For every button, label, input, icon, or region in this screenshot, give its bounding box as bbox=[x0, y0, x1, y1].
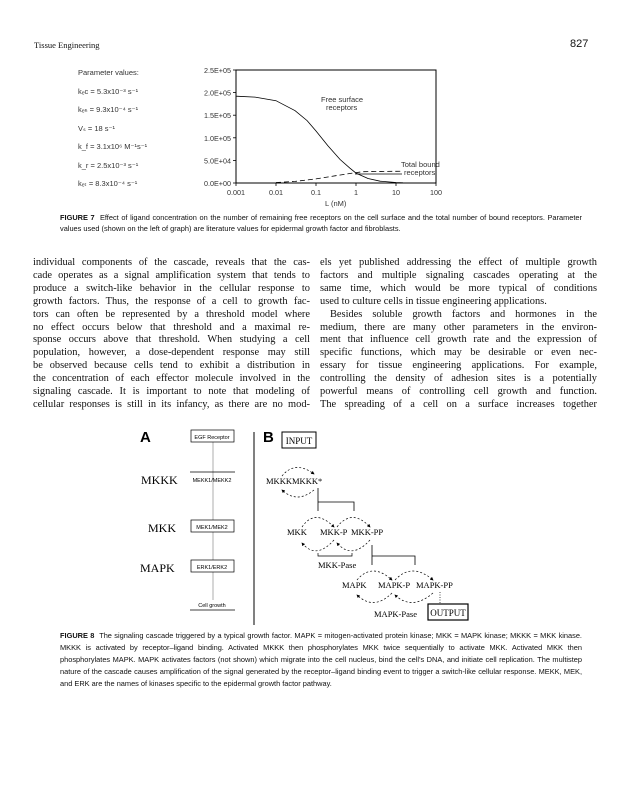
level-mkkk: MKKK bbox=[141, 473, 178, 487]
series-label-free-1: Free surface bbox=[321, 95, 364, 104]
node-mkk-p: MKK-P bbox=[320, 527, 348, 537]
x-tick-label: 1 bbox=[354, 188, 358, 197]
x-tick-label: 0.01 bbox=[269, 188, 283, 197]
text-line: produce a switch-like behavior in the cellular response to bbox=[33, 282, 310, 294]
param: Vₛ = 18 s⁻¹ bbox=[78, 123, 115, 133]
node-mkk: MKK bbox=[287, 527, 307, 537]
caption-label: FIGURE 8 bbox=[60, 631, 95, 640]
param: k_r = 2.5x10⁻³ s⁻¹ bbox=[78, 160, 139, 170]
x-axis-label: L (nM) bbox=[325, 199, 347, 208]
param: kₑₕ = 9.3x10⁻⁴ s⁻¹ bbox=[78, 105, 139, 114]
y-tick-label: 1.5E+05 bbox=[204, 111, 231, 121]
cell-growth-label: Cell growth bbox=[198, 603, 226, 609]
text-line: factors and multiple signaling cascades operating at the bbox=[320, 269, 597, 281]
figure8-caption bbox=[60, 630, 582, 690]
node-mapk-pase: MAPK-Pase bbox=[374, 609, 417, 619]
text-line: ment that influence cell growth rate and the expression of bbox=[320, 334, 597, 346]
text-line: signaling cascade. It is important to note that modeling of bbox=[33, 386, 310, 398]
y-tick-label: 1.0E+05 bbox=[204, 133, 231, 143]
y-tick-label: 2.0E+05 bbox=[204, 88, 231, 98]
box-label: ERK1/ERK2 bbox=[196, 565, 228, 571]
box-label: MEKK1/MEKK2 bbox=[192, 478, 232, 484]
box-label: MEK1/MEK2 bbox=[196, 525, 228, 531]
text-line: sponse occurs above that threshold. When studying a cell bbox=[33, 334, 310, 346]
x-tick-label: 10 bbox=[392, 188, 400, 197]
params-title: Parameter values: bbox=[78, 68, 139, 77]
text-line: specific functions, which may be desirable or even nec- bbox=[320, 347, 597, 359]
text-line: population, however, a dose-dependent response may still bbox=[33, 347, 310, 359]
text-line: used to culture cells in tissue engineering applications. bbox=[320, 295, 547, 307]
text-line: powerful means of controlling cell growth and function. bbox=[320, 386, 597, 398]
caption-text: The signaling cascade triggered by a typical growth factor. MAPK = mitogen-activated protein kinase; MKK = MAPK kinase; MKKK = MKK kinase. MKKK is activated by receptor–ligand binding. Activated MKKK then phosphorylates MKK twice sequentially to activate MKK. Activated MKK then phosphorylates MAPK. MAPK activates factors (not shown) which migrate into the cell nucleus, bind the cell's DNA, and initiate cell replication. The multistep nature of the cascade causes amplification of the signal generated by the receptor–ligand binding event to trigger a switch-like cellular response. MEKK, MEK, and ERK are the names of kinases specific to the epidermal growth factor pathway. bbox=[60, 631, 582, 688]
page-number: 827 bbox=[570, 38, 589, 50]
x-tick-label: 0.1 bbox=[311, 188, 321, 197]
y-tick-label: 2.5E+05 bbox=[204, 66, 231, 75]
text-line: individual components of the cascade, reveals that the cas- bbox=[33, 257, 310, 268]
text-line: cade operates as a signal amplification system that tends to bbox=[33, 269, 310, 281]
text-line: tors can often be represented by a threshold model where bbox=[33, 308, 310, 320]
y-tick-label: 5.0E+04 bbox=[204, 156, 231, 166]
param: kₑₜ = 8.3x10⁻⁴ s⁻¹ bbox=[78, 179, 138, 188]
node-mkk-pp: MKK-PP bbox=[351, 527, 384, 537]
box-label: EGF Receptor bbox=[194, 435, 230, 441]
level-mapk: MAPK bbox=[140, 561, 175, 575]
output-label: OUTPUT bbox=[430, 608, 466, 618]
text-line: essary for tissue engineering applications. For example, bbox=[320, 360, 597, 372]
node-mapk: MAPK bbox=[342, 580, 367, 590]
y-tick-label: 0.0E+00 bbox=[204, 179, 231, 188]
series-label-free-2: receptors bbox=[326, 103, 358, 112]
series-label-bound-1: Total bound bbox=[401, 160, 440, 169]
node-mkkk: MKKK bbox=[266, 476, 292, 486]
level-mkk: MKK bbox=[148, 521, 177, 535]
node-mapk-p: MAPK-P bbox=[378, 580, 411, 590]
text-line: els yet published addressing the effect of multiple growth bbox=[320, 257, 597, 268]
text-line: growth factors. Thus, the response of a cell to growth fac- bbox=[33, 295, 310, 307]
node-mapk-pp: MAPK-PP bbox=[416, 580, 453, 590]
text-line: cellular responses is still in its infancy, as there are no mod- bbox=[33, 398, 310, 410]
panel-a-label: A bbox=[140, 429, 151, 446]
input-label: INPUT bbox=[285, 436, 313, 446]
text-line: medium, there are many other parameters in the environ- bbox=[320, 321, 597, 333]
node-mkkk-star: MKKK* bbox=[292, 476, 323, 486]
text-line: Besides soluble growth factors and hormones in the bbox=[330, 308, 597, 320]
x-tick-label: 0.001 bbox=[227, 188, 245, 197]
text-line: no effect occurs below that threshold and a maximal re- bbox=[33, 321, 310, 333]
param: kₑc = 5.3x10⁻³ s⁻¹ bbox=[78, 86, 139, 96]
caption-text: Effect of ligand concentration on the number of remaining free receptors on the cell surface and the total number of bound receptors. Parameter values used (shown on the left of graph) are literature values for epidermal growth factor and fibroblasts. bbox=[60, 213, 583, 233]
caption-label: FIGURE 7 bbox=[60, 213, 95, 222]
param: k_f = 3.1x10⁶ M⁻¹s⁻¹ bbox=[78, 142, 148, 151]
text-line: The spreading of a cell on a surface increases together bbox=[320, 398, 597, 410]
panel-b-label: B bbox=[263, 429, 274, 446]
text-line: be observed because cells tend to exhibit a distribution in bbox=[33, 360, 310, 372]
x-tick-label: 100 bbox=[430, 188, 442, 197]
text-line: same time, which would be more typical of conditions bbox=[320, 282, 597, 294]
running-header-journal: Tissue Engineering bbox=[34, 40, 100, 50]
series-label-bound-2: receptors bbox=[404, 168, 436, 177]
text-line: the concentration of each effector molecule involved in the bbox=[33, 373, 310, 385]
node-mkk-pase: MKK-Pase bbox=[318, 560, 357, 570]
text-line: controlling the density of adhesion sites is a potentially bbox=[320, 373, 597, 385]
